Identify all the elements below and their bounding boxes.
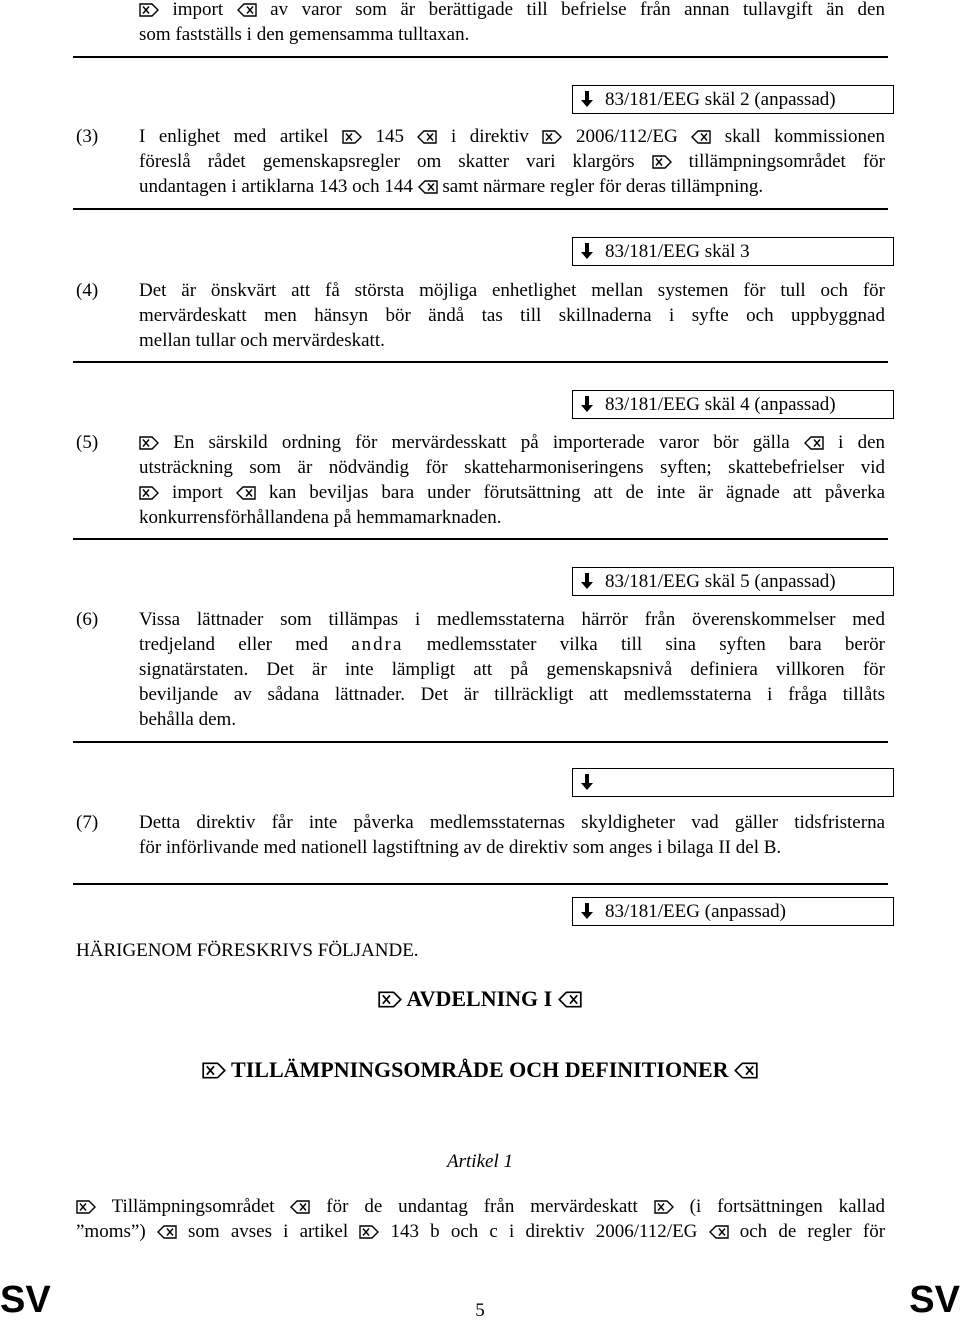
source-reference-text: 83/181/EEG (anpassad) — [605, 901, 786, 922]
heading-text: TILLÄMPNINGSOMRÅDE OCH DEFINITIONER — [231, 1057, 729, 1082]
insert-start-icon — [342, 130, 362, 144]
insert-start-icon — [139, 436, 159, 450]
down-arrow-icon — [579, 89, 595, 107]
source-reference-text: 83/181/EEG skäl 4 (anpassad) — [605, 394, 836, 415]
recital-7 — [139, 810, 885, 860]
recital-line: signatärstaten. Det är inte lämpligt att på gemenskapsnivå definiera villkoren för — [139, 659, 885, 680]
title-heading — [0, 985, 960, 1013]
text-fragment: tillämpningsområdet för — [688, 151, 886, 172]
insert-start-icon — [654, 1200, 674, 1214]
recital-number: (5) — [76, 432, 99, 453]
separator-line — [73, 883, 888, 885]
recital-line: konkurrensförhållandena på hemmamarknaden. — [139, 507, 502, 528]
chapter-heading — [0, 1056, 960, 1084]
recital-line: beviljande av sådana lättnader. Det är tillräckligt att medlemsstaterna i fråga tillåts — [139, 684, 885, 705]
text-fragment: import — [172, 0, 224, 20]
recital-line — [139, 632, 885, 657]
recital-line — [139, 430, 885, 455]
insert-end-icon — [709, 1225, 729, 1239]
recital-line: mellan tullar och mervärdeskatt. — [139, 330, 385, 351]
separator-line — [73, 56, 888, 58]
insert-end-icon — [417, 130, 437, 144]
recital-6 — [139, 607, 885, 732]
recital-number: (3) — [76, 126, 99, 147]
down-arrow-icon — [579, 394, 595, 412]
recital-line — [139, 149, 885, 174]
insert-end-icon — [804, 436, 824, 450]
recital-5 — [139, 430, 885, 530]
source-reference-text: 83/181/EEG skäl 3 — [605, 241, 750, 262]
insert-start-icon — [139, 3, 159, 17]
article-line — [76, 1194, 885, 1219]
heading-text: AVDELNING I — [406, 986, 553, 1011]
down-arrow-icon — [579, 241, 595, 259]
insert-start-icon — [76, 1200, 96, 1214]
source-reference-text: 83/181/EEG skäl 2 (anpassad) — [605, 89, 836, 110]
text-fragment: 145 — [375, 126, 404, 147]
text-fragment: för de undantag från mervärdeskatt — [326, 1196, 638, 1217]
text-fragment: som avses i artikel — [188, 1221, 349, 1242]
recital-line: för införlivande med nationell lagstiftning av de direktiv som anges i bilaga II del B. — [139, 837, 782, 858]
recital-line — [139, 480, 885, 505]
separator-line — [73, 361, 888, 363]
insert-start-icon — [359, 1225, 379, 1239]
source-reference-box — [572, 768, 894, 797]
text-fragment: import — [172, 482, 223, 503]
insert-start-icon — [378, 991, 402, 1008]
source-reference-box — [572, 237, 894, 266]
text-fragment: ”moms”) — [76, 1221, 146, 1242]
text-fragment: medlemsstater vilka till sina syften bara berör — [426, 634, 886, 655]
recital-number: (7) — [76, 812, 99, 833]
recital-line: Detta direktiv får inte påverka medlemsstaternas skyldigheter vad gäller tidsfristerna — [139, 812, 885, 833]
down-arrow-icon — [579, 571, 595, 589]
source-reference-box — [572, 567, 894, 596]
article-line — [76, 1219, 885, 1244]
text-fragment: i direktiv — [451, 126, 529, 147]
page-number: 5 — [475, 1300, 485, 1321]
down-arrow-icon — [579, 901, 595, 919]
insert-start-icon — [542, 130, 562, 144]
text-fragment: undantagen i artiklarna 143 och 144 — [139, 176, 413, 197]
separator-line — [73, 538, 888, 540]
insert-end-icon — [236, 486, 256, 500]
text-fragment: En särskild ordning för mervärdesskatt på importerade varor bör gälla — [173, 432, 790, 453]
recital-line: Vissa lättnader som tillämpas i medlemsstaterna härrör från överenskommelser med — [139, 609, 885, 630]
separator-line — [73, 208, 888, 210]
paragraph-continuation-line-2: som fastställs i den gemensamma tulltaxan. — [139, 24, 470, 45]
recital-4 — [139, 278, 885, 353]
text-fragment: 2006/112/EG — [575, 126, 678, 147]
text-fragment: Tillämpningsområdet — [111, 1196, 275, 1217]
text-fragment: samt närmare regler för deras tillämpning. — [442, 176, 764, 197]
insert-start-icon — [139, 486, 159, 500]
text-fragment: tredjeland eller med — [139, 634, 328, 655]
enacting-formula: HÄRIGENOM FÖRESKRIVS FÖLJANDE. — [76, 940, 419, 961]
recital-line: Det är önskvärt att få största möjliga enhetlighet mellan systemen för tull och för — [139, 280, 885, 301]
down-arrow-icon — [579, 772, 595, 790]
insert-end-icon — [558, 991, 582, 1008]
spaced-word: andra — [351, 634, 404, 655]
recital-line: utsträckning som är nödvändig för skatteharmoniseringens syften; skattebefrielser vid — [139, 457, 885, 478]
insert-end-icon — [418, 180, 438, 194]
text-fragment: 143 b och c i direktiv 2006/112/EG — [390, 1221, 698, 1242]
text-fragment: i den — [838, 432, 886, 453]
source-reference-box — [572, 85, 894, 114]
insert-end-icon — [237, 3, 257, 17]
text-fragment: av varor som är berättigade till befrielse från annan tullavgift än den — [270, 0, 885, 20]
text-fragment: föreslå rådet gemenskapsregler om skatter vari klargörs — [139, 151, 635, 172]
recital-3 — [139, 124, 885, 199]
recital-line — [139, 124, 885, 149]
recital-line — [139, 174, 885, 199]
insert-end-icon — [157, 1225, 177, 1239]
insert-end-icon — [734, 1062, 758, 1079]
footer-language-left: SV — [0, 1279, 51, 1321]
text-fragment: kan beviljas bara under förutsättning att de inte är ägnade att påverka — [268, 482, 885, 503]
text-fragment: och de regler för — [739, 1221, 886, 1242]
text-fragment: I enlighet med artikel — [139, 126, 329, 147]
article-heading: Artikel 1 — [447, 1151, 513, 1172]
insert-end-icon — [290, 1200, 310, 1214]
footer-language-right: SV — [909, 1279, 960, 1321]
recital-number: (4) — [76, 280, 99, 301]
text-fragment: skall kommissionen — [724, 126, 885, 147]
source-reference-text: 83/181/EEG skäl 5 (anpassad) — [605, 571, 836, 592]
source-reference-box — [572, 390, 894, 419]
text-fragment: (i fortsättningen kallad — [689, 1196, 886, 1217]
recital-number: (6) — [76, 609, 99, 630]
article-1-text — [76, 1194, 885, 1244]
insert-end-icon — [691, 130, 711, 144]
insert-start-icon — [652, 155, 672, 169]
recital-line: behålla dem. — [139, 709, 237, 730]
insert-start-icon — [202, 1062, 226, 1079]
recital-line: mervärdeskatt men hänsyn bör ändå tas till skillnaderna i syfte och uppbyggnad — [139, 305, 885, 326]
paragraph-continuation-line-1 — [139, 0, 885, 22]
source-reference-box — [572, 897, 894, 926]
separator-line — [73, 741, 888, 743]
